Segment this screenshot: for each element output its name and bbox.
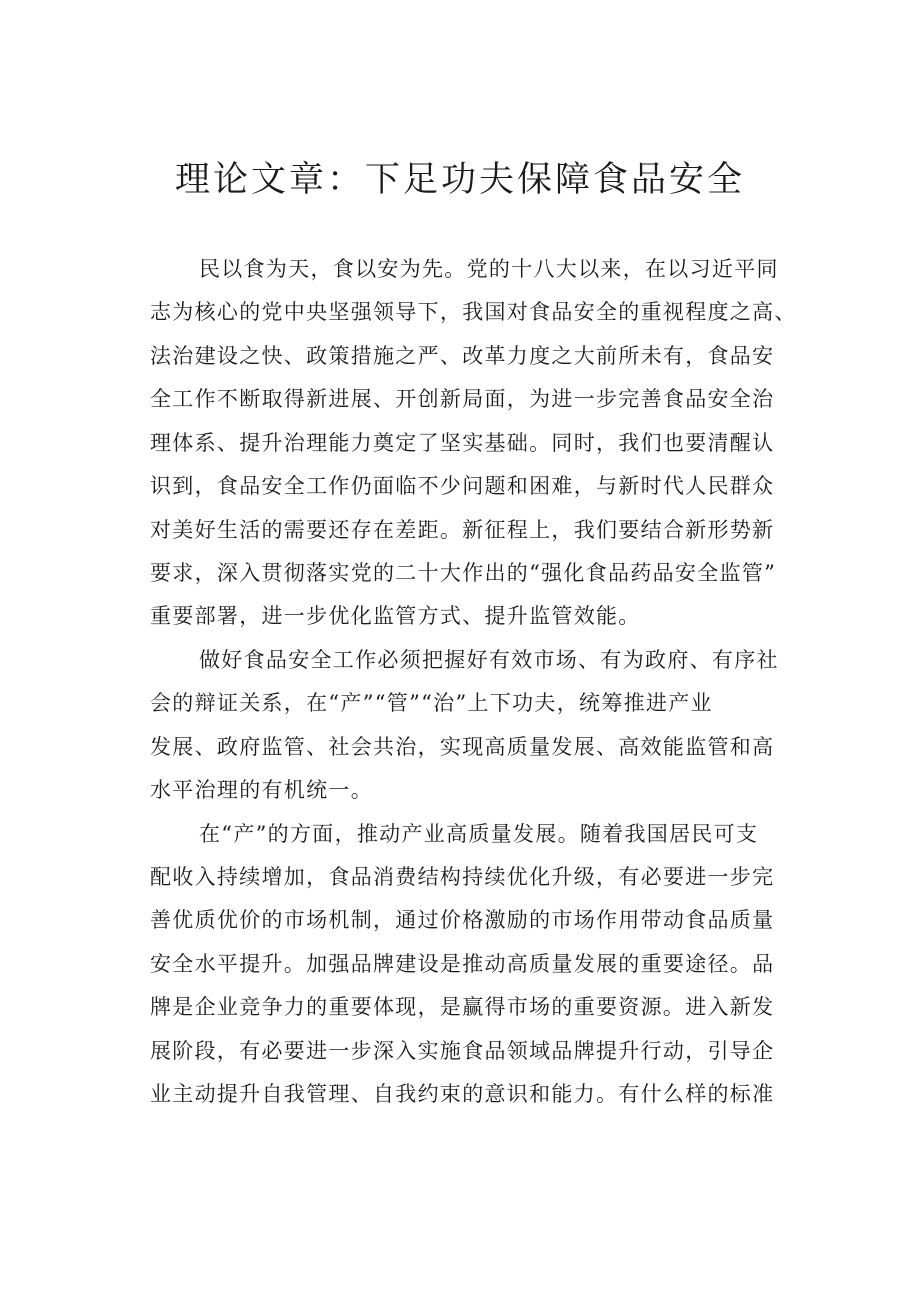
paragraph-1-line-7: 对美好生活的需要还存在差距。新征程上，我们要结合新形势新 (150, 518, 775, 542)
paragraph-1-line-1: 民以食为天，食以安为先。党的十八大以来，在以习近平同 (199, 257, 779, 281)
paragraph-1-line-2: 志为核心的党中央坚强领导下，我国对食品安全的重视程度之高、 (150, 300, 797, 324)
paragraph-2-line-3: 发展、政府监管、社会共治，实现高质量发展、高效能监管和高 (150, 735, 775, 759)
paragraph-2-line-4: 水平治理的有机统一。 (150, 778, 373, 802)
paragraph-1-line-4: 全工作不断取得新进展、开创新局面，为进一步完善食品安全治 (150, 387, 775, 411)
paragraph-1-line-3: 法治建设之快、政策措施之严、改革力度之大前所未有，食品安 (150, 344, 775, 368)
paragraph-3-line-6: 展阶段，有必要进一步深入实施食品领域品牌提升行动，引导企 (150, 1039, 775, 1063)
paragraph-1-line-9: 重要部署，进一步优化监管方式、提升监管效能。 (150, 604, 641, 628)
paragraph-3-line-3: 善优质优价的市场机制，通过价格激励的市场作用带动食品质量 (150, 908, 775, 932)
document-title: 理论文章：下足功夫保障食品安全 (174, 160, 745, 200)
paragraph-3-line-7: 业主动提升自我管理、自我约束的意识和能力。有什么样的标准 (150, 1082, 775, 1106)
paragraph-3-line-1: 在“产”的方面，推动产业高质量发展。随着我国居民可支 (199, 822, 759, 846)
paragraph-2-line-2: 会的辩证关系，在“产”“管”“治”上下功夫，统筹推进产业 (150, 691, 713, 715)
paragraph-3-line-5: 牌是企业竞争力的重要体现，是赢得市场的重要资源。进入新发 (150, 995, 775, 1019)
paragraph-1-line-5: 理体系、提升治理能力奠定了坚实基础。同时，我们也要清醒认 (150, 431, 775, 455)
paragraph-1-line-8: 要求，深入贯彻落实党的二十大作出的“强化食品药品安全监管” (150, 561, 777, 585)
paragraph-2-line-1: 做好食品安全工作必须把握好有效市场、有为政府、有序社 (199, 648, 779, 672)
paragraph-1-line-6: 识到，食品安全工作仍面临不少问题和困难，与新时代人民群众 (150, 474, 775, 498)
paragraph-3-line-2: 配收入持续增加，食品消费结构持续优化升级，有必要进一步完 (150, 865, 775, 889)
paragraph-3-line-4: 安全水平提升。加强品牌建设是推动高质量发展的重要途径。品 (150, 952, 775, 976)
